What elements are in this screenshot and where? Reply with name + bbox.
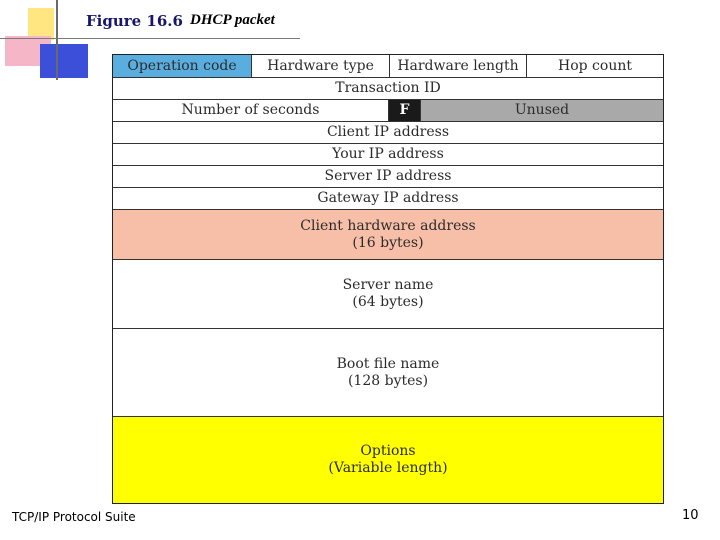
packet-row-client-ip <box>113 122 663 144</box>
figure-number: Figure 16.6 <box>86 12 183 30</box>
field-transaction-id: Transaction ID <box>335 80 441 96</box>
footer-book-title: TCP/IP Protocol Suite <box>12 510 136 524</box>
client-hardware-size: (16 bytes) <box>352 234 424 251</box>
packet-row-options <box>113 417 663 503</box>
packet-row-boot-file <box>113 329 663 417</box>
field-number-of-seconds: Number of seconds <box>181 102 320 118</box>
packet-row-header <box>113 55 663 78</box>
decor-blue-square <box>40 44 88 78</box>
server-name-label: Server name <box>342 277 434 293</box>
packet-row-transaction-id <box>113 78 663 100</box>
field-server-ip-address: Server IP address <box>324 168 452 184</box>
packet-row-server-name <box>113 260 663 329</box>
field-client-hardware-address <box>113 210 663 259</box>
field-gateway-ip-address: Gateway IP address <box>317 190 459 206</box>
field-operation-code: Operation code <box>113 55 251 77</box>
field-server-name <box>113 260 663 328</box>
field-client-ip-address: Client IP address <box>326 124 450 140</box>
field-hop-count: Hop count <box>526 55 663 77</box>
boot-file-size: (128 bytes) <box>347 372 429 389</box>
packet-row-your-ip <box>113 144 663 166</box>
field-unused: Unused <box>420 100 663 121</box>
packet-row-gateway-ip <box>113 188 663 210</box>
packet-row-server-ip <box>113 166 663 188</box>
decor-horizontal-line <box>0 38 300 39</box>
field-hardware-type: Hardware type <box>251 55 389 77</box>
options-label: Options <box>360 443 416 459</box>
packet-row-client-hardware <box>113 210 663 260</box>
field-options <box>113 417 663 503</box>
figure-title: DHCP packet <box>190 12 275 28</box>
field-flag-bit: F <box>388 100 420 121</box>
packet-row-seconds-flags <box>113 100 663 122</box>
field-your-ip-address: Your IP address <box>332 146 444 162</box>
server-name-size: (64 bytes) <box>352 294 424 310</box>
field-hardware-length: Hardware length <box>389 55 526 77</box>
boot-file-label: Boot file name <box>336 355 440 372</box>
client-hardware-label: Client hardware address <box>300 217 476 234</box>
options-size: (Variable length) <box>328 460 448 476</box>
page-number: 10 <box>682 508 699 523</box>
decor-vertical-line <box>56 0 58 80</box>
dhcp-packet-diagram <box>112 54 664 504</box>
field-boot-file-name <box>113 329 663 416</box>
